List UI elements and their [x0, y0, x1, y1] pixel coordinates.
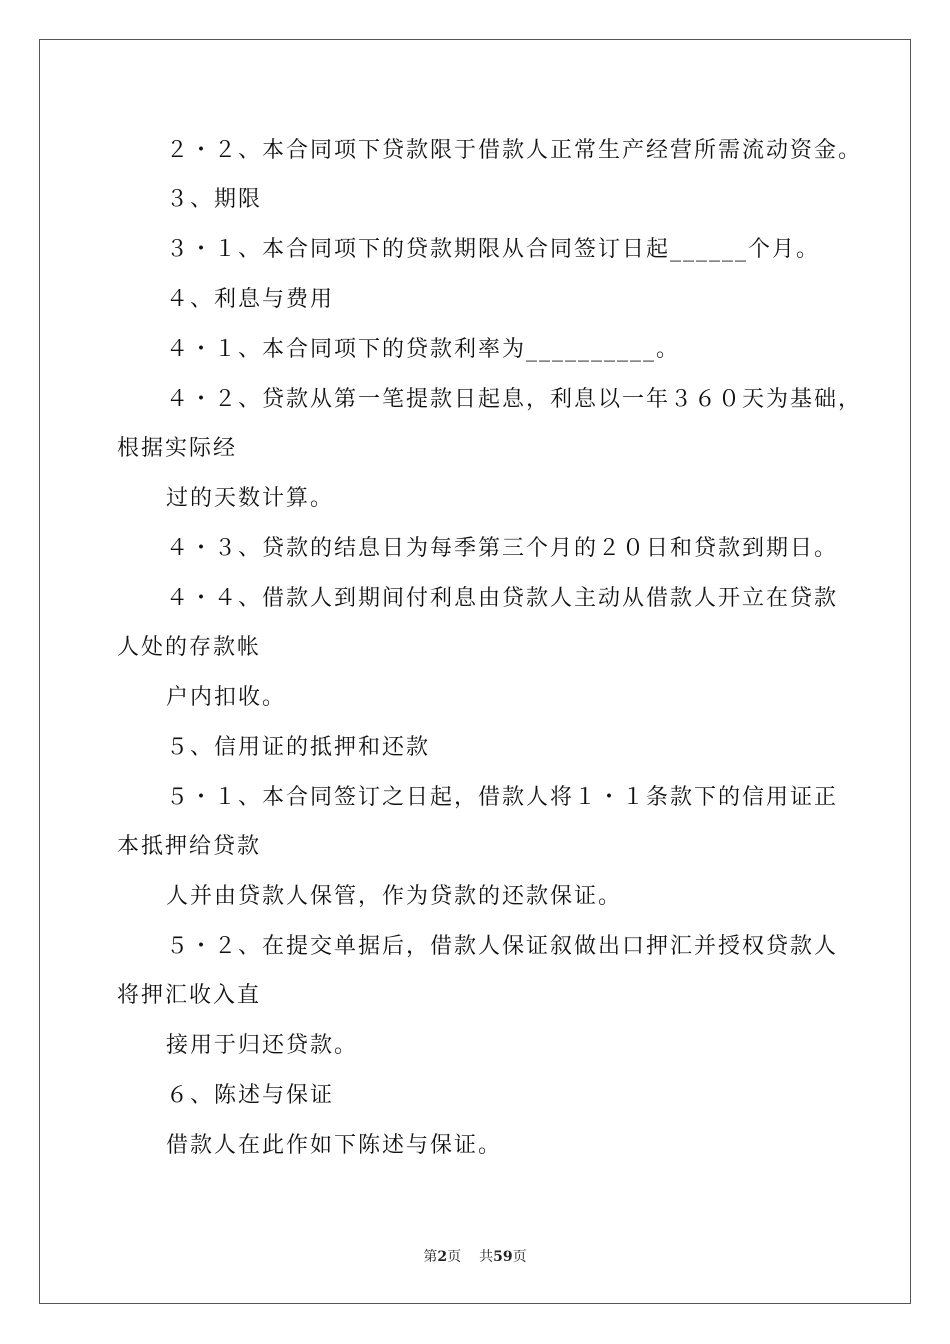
- section-4-heading: ４、利息与费用: [166, 287, 335, 312]
- total-suffix: 页: [512, 1249, 527, 1265]
- clause-5-2-cont2: 接用于归还贷款。: [166, 1033, 359, 1058]
- clause-5-1-cont2: 人并由贷款人保管，作为贷款的还款保证。: [166, 884, 623, 909]
- clause-4-2-cont2: 过的天数计算。: [166, 486, 335, 511]
- clause-5-1: ５・１、本合同签订之日起，借款人将１・１条款下的信用证正: [166, 785, 839, 810]
- section-5-heading: ５、信用证的抵押和还款: [166, 735, 431, 760]
- clause-4-3: ４・３、贷款的结息日为每季第三个月的２０日和贷款到期日。: [166, 536, 839, 561]
- total-prefix: 共: [479, 1249, 494, 1265]
- page-footer: [0, 1248, 950, 1266]
- clause-4-4: ４・４、借款人到期间付利息由贷款人主动从借款人开立在贷款: [166, 586, 839, 611]
- clause-4-4-cont: 人处的存款帐: [117, 635, 262, 660]
- section-3-heading: ３、期限: [166, 187, 263, 212]
- section-6-intro: 借款人在此作如下陈述与保证。: [166, 1133, 503, 1158]
- page-prefix: 第: [423, 1249, 438, 1265]
- clause-2-2: ２・２、本合同项下贷款限于借款人正常生产经营所需流动资金。: [166, 138, 863, 163]
- page-suffix: 页: [447, 1249, 462, 1265]
- clause-5-1-cont: 本抵押给贷款: [117, 834, 262, 859]
- clause-4-2: ４・２、贷款从第一笔提款日起息，利息以一年３６０天为基础，: [166, 387, 863, 412]
- page-number: 2: [437, 1249, 448, 1265]
- section-6-heading: ６、陈述与保证: [166, 1083, 335, 1108]
- page-border: [39, 39, 911, 1304]
- total-pages: 59: [493, 1249, 513, 1265]
- clause-4-1: ４・１、本合同项下的贷款利率为__________。: [166, 337, 681, 362]
- clause-4-4-cont2: 户内扣收。: [166, 685, 287, 710]
- clause-3-1: ３・１、本合同项下的贷款期限从合同签订日起______个月。: [166, 237, 821, 262]
- clause-5-2: ５・２、在提交单据后，借款人保证叙做出口押汇并授权贷款人: [166, 934, 839, 959]
- clause-5-2-cont: 将押汇收入直: [117, 983, 262, 1008]
- clause-4-2-cont: 根据实际经: [117, 436, 238, 461]
